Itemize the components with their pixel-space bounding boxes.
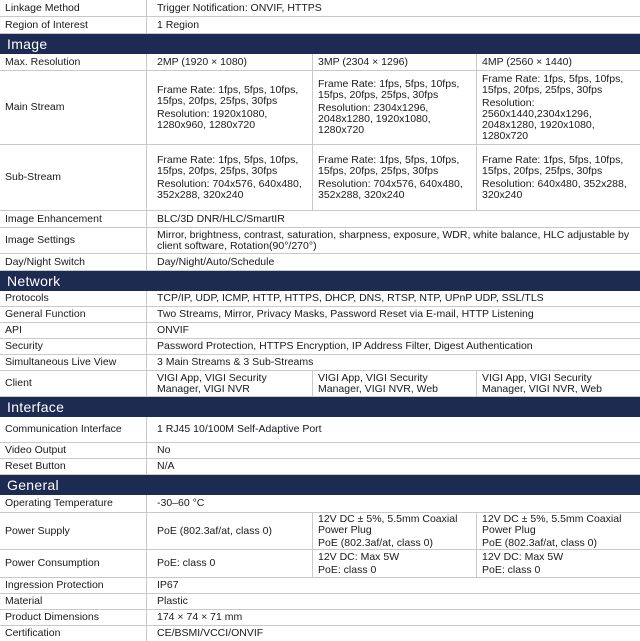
spec-label: Power Consumption	[5, 557, 100, 569]
spec-cell	[312, 513, 476, 549]
power-text: 12V DC: Max 5W	[318, 550, 400, 563]
spec-row-protocols	[0, 291, 640, 307]
resolution-text: Resolution: 704x576, 640x480, 352x288, 320x240	[157, 177, 302, 201]
spec-label: Power Supply	[5, 524, 70, 537]
spec-value: TCP/IP, UDP, ICMP, HTTP, HTTPS, DHCP, DNS, RTSP, NTP, UPnP UDP, SSL/TLS	[146, 291, 640, 306]
frame-rate-text: Frame Rate: 1fps, 5fps, 10fps, 15fps, 20fps, 25fps, 30fps	[482, 72, 624, 96]
resolution-text: Resolution: 2560x1440,2304x1296, 2048x1280, 1920x1080, 1280x720	[482, 96, 595, 142]
frame-rate-text: Frame Rate: 1fps, 5fps, 10fps, 15fps, 20fps, 25fps, 30fps	[157, 83, 299, 107]
spec-label: Material	[5, 595, 43, 607]
spec-value: ONVIF	[146, 323, 640, 338]
spec-label: Video Output	[5, 444, 67, 456]
spec-value: Trigger Notification: ONVIF, HTTPS	[146, 0, 640, 16]
frame-rate-text: Frame Rate: 1fps, 5fps, 10fps, 15fps, 20fps, 25fps, 30fps	[318, 153, 460, 177]
spec-value: 174 × 74 × 71 mm	[146, 610, 640, 625]
spec-cell	[146, 550, 312, 577]
spec-cell	[476, 550, 640, 577]
spec-label: Region of Interest	[5, 18, 88, 31]
spec-value: 3 Main Streams & 3 Sub-Streams	[146, 355, 640, 370]
spec-label: Communication Interface	[5, 423, 122, 435]
spec-cell	[476, 513, 640, 549]
spec-value: No	[146, 443, 640, 458]
spec-label: Sub-Stream	[5, 171, 62, 183]
spec-value: Plastic	[146, 594, 640, 609]
spec-cell	[312, 550, 476, 577]
spec-row-image-settings	[0, 228, 640, 254]
spec-label: Product Dimensions	[5, 611, 99, 623]
spec-label: Certification	[5, 627, 61, 639]
spec-cell	[146, 145, 312, 210]
spec-value: -30–60 °C	[146, 495, 640, 512]
spec-row-video-output	[0, 443, 640, 459]
spec-value: N/A	[146, 459, 640, 474]
spec-label: Max. Resolution	[5, 55, 81, 68]
spec-label: General Function	[5, 308, 86, 320]
spec-label: Main Stream	[5, 101, 65, 113]
resolution-text: Resolution: 2304x1296, 2048x1280, 1920x1080, 1280x720	[318, 102, 431, 136]
spec-label: Ingression Protection	[5, 579, 104, 591]
power-text: 12V DC: Max 5W	[482, 550, 564, 563]
section-header-image: Image	[0, 34, 640, 54]
spec-label: Image Settings	[5, 234, 76, 246]
spec-row-security	[0, 339, 640, 355]
spec-label: Protocols	[5, 292, 49, 304]
power-text: PoE: class 0	[318, 563, 377, 576]
spec-row-product-dimensions	[0, 610, 640, 626]
spec-row-ingression-protection	[0, 578, 640, 594]
spec-cell	[476, 71, 640, 144]
frame-rate-text: Frame Rate: 1fps, 5fps, 10fps, 15fps, 20fps, 25fps, 30fps	[157, 153, 299, 177]
spec-row-power-supply	[0, 513, 640, 550]
spec-cell: 4MP (2560 × 1440)	[476, 54, 640, 70]
power-text: 12V DC ± 5%, 5.5mm Coaxial Power Plug	[318, 512, 458, 536]
spec-cell: VIGI App, VIGI Security Manager, VIGI NVR, Web	[312, 371, 476, 396]
spec-row-power-consumption	[0, 550, 640, 578]
spec-cell: VIGI App, VIGI Security Manager, VIGI NVR	[146, 371, 312, 396]
spec-row-image-enhancement	[0, 211, 640, 228]
spec-value: Day/Night/Auto/Schedule	[146, 254, 640, 270]
spec-cell	[146, 71, 312, 144]
spec-value: Mirror, brightness, contrast, saturation, sharpness, exposure, WDR, white balance, HLC adjustable by client software, Rotation(90°/270°)	[146, 228, 640, 253]
spec-value: Two Streams, Mirror, Privacy Masks, Password Reset via E-mail, HTTP Listening	[146, 307, 640, 322]
spec-label: Operating Temperature	[5, 497, 113, 509]
power-text: PoE (802.3af/at, class 0)	[318, 536, 433, 549]
spec-row-linkage-method	[0, 0, 640, 17]
spec-label: Image Enhancement	[5, 212, 102, 225]
spec-cell	[312, 71, 476, 144]
resolution-text: Resolution: 704x576, 640x480, 352x288, 320x240	[318, 177, 463, 201]
spec-label: API	[5, 324, 22, 336]
spec-value: 1 RJ45 10/100M Self-Adaptive Port	[146, 417, 640, 442]
spec-row-sub-stream	[0, 145, 640, 211]
spec-label: Reset Button	[5, 460, 66, 472]
power-text: PoE: class 0	[482, 563, 541, 576]
spec-row-operating-temperature	[0, 495, 640, 513]
spec-row-reset-button	[0, 459, 640, 475]
spec-value: CE/BSMI/VCCI/ONVIF	[146, 626, 640, 641]
spec-row-material	[0, 594, 640, 610]
spec-value: 1 Region	[146, 17, 640, 33]
spec-cell	[476, 145, 640, 210]
power-text: PoE (802.3af/at, class 0)	[482, 536, 597, 549]
spec-row-communication-interface	[0, 417, 640, 443]
spec-label: Simultaneous Live View	[5, 356, 117, 368]
spec-cell: VIGI App, VIGI Security Manager, VIGI NVR, Web	[476, 371, 640, 396]
spec-row-region-of-interest	[0, 17, 640, 34]
spec-cell: 3MP (2304 × 1296)	[312, 54, 476, 70]
spec-value: IP67	[146, 578, 640, 593]
power-text: PoE (802.3af/at, class 0)	[157, 524, 272, 537]
power-text: PoE: class 0	[157, 557, 216, 569]
section-header-general: General	[0, 475, 640, 495]
spec-value: Password Protection, HTTPS Encryption, IP Address Filter, Digest Authentication	[146, 339, 640, 354]
spec-row-general-function	[0, 307, 640, 323]
resolution-text: Resolution: 640x480, 352x288, 320x240	[482, 177, 627, 201]
spec-row-client	[0, 371, 640, 397]
spec-row-main-stream	[0, 71, 640, 145]
spec-row-day-night-switch	[0, 254, 640, 271]
spec-row-api	[0, 323, 640, 339]
spec-cell: 2MP (1920 × 1080)	[146, 54, 312, 70]
spec-cell	[312, 145, 476, 210]
spec-label: Client	[5, 377, 32, 389]
spec-label: Security	[5, 340, 43, 352]
spec-label: Day/Night Switch	[5, 255, 85, 268]
frame-rate-text: Frame Rate: 1fps, 5fps, 10fps, 15fps, 20fps, 25fps, 30fps	[318, 78, 460, 101]
spec-row-simultaneous-live-view	[0, 355, 640, 371]
spec-row-max-resolution	[0, 54, 640, 71]
section-header-network: Network	[0, 271, 640, 291]
power-text: 12V DC ± 5%, 5.5mm Coaxial Power Plug	[482, 512, 622, 536]
section-header-interface: Interface	[0, 397, 640, 417]
spec-label: Linkage Method	[5, 1, 80, 14]
spec-row-certification	[0, 626, 640, 641]
frame-rate-text: Frame Rate: 1fps, 5fps, 10fps, 15fps, 20fps, 25fps, 30fps	[482, 153, 624, 177]
spec-cell	[146, 513, 312, 549]
spec-value: BLC/3D DNR/HLC/SmartIR	[146, 211, 640, 227]
resolution-text: Resolution: 1920x1080, 1280x960, 1280x720	[157, 107, 268, 131]
